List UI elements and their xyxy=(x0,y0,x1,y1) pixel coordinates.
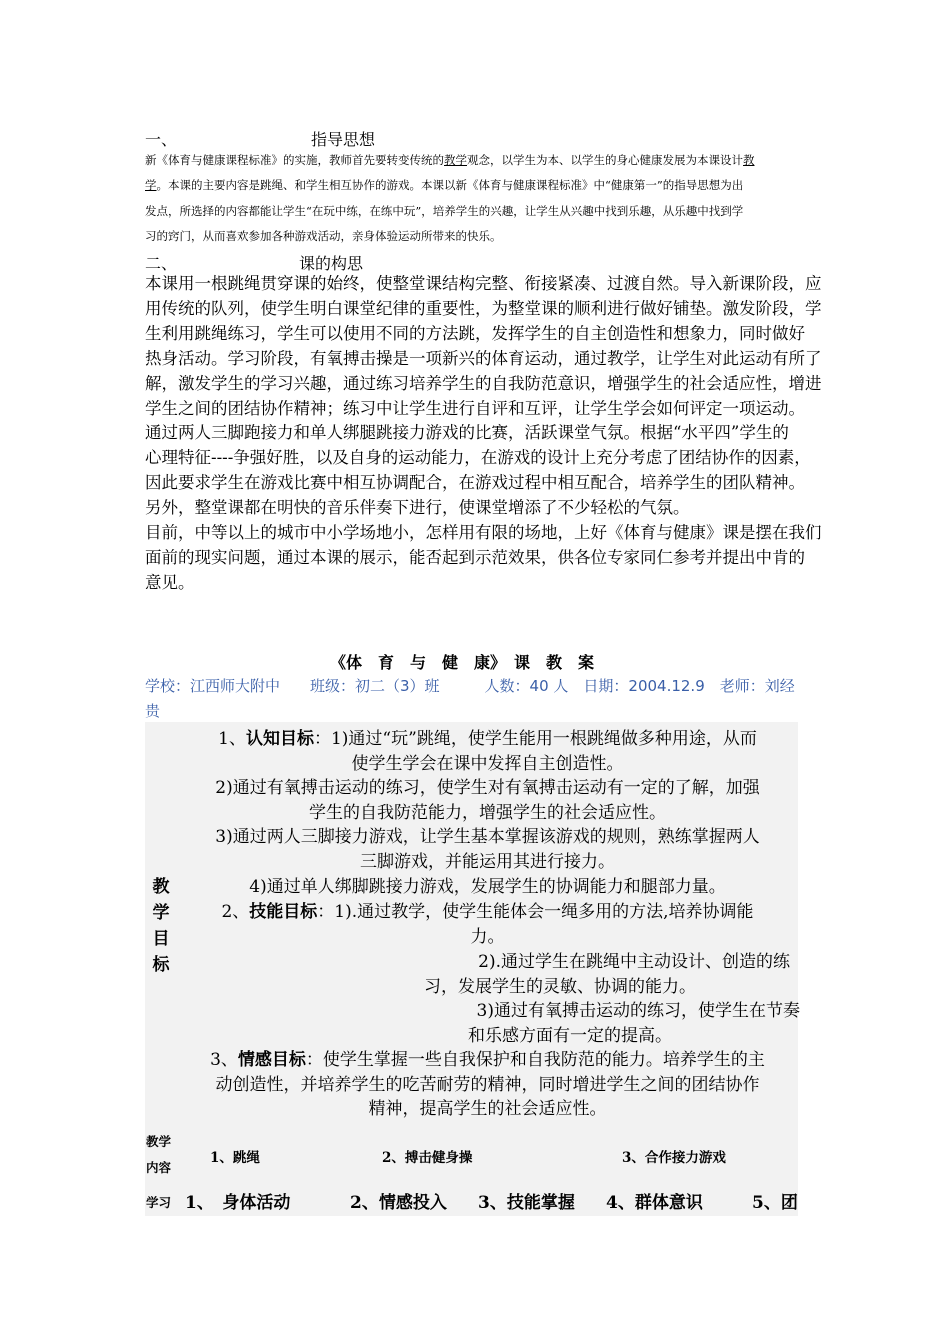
paragraph-line: 发点，所选择的内容都能让学生“在玩中练，在练中玩”，培养学生的兴趣，让学生从兴趣中找到乐趣，从乐趣中找到学 xyxy=(145,203,744,218)
lesson-title: 《体 育 与 健 康》 课 教 案 xyxy=(330,653,595,672)
content-label-line2: 内容 xyxy=(146,1160,172,1175)
section2-number: 二、 xyxy=(145,254,178,273)
paragraph-line: 目前，中等以上的城市中小学场地小，怎样用有限的场地，上好《体育与健康》课是摆在我们 xyxy=(145,523,822,543)
skill-objective-1: 2、技能目标：1).通过教学，使学生能体会一绳多用的方法,培养协调能 力。 xyxy=(221,902,754,947)
paragraph-line: 心理特征----争强好胜，以及自身的运动能力，在游戏的设计上充分考虑了团结协作的因素， xyxy=(145,448,811,468)
paragraph-line: 学生之间的团结协作精神；练习中让学生进行自评和互评，让学生学会如何评定一项运动。 xyxy=(145,398,805,418)
section2-paragraph xyxy=(145,272,822,596)
lesson-info-line1: 学校：江西师大附中 班级：初二（3）班 人数：40 人 日期：2004.12.9 老师：刘经 xyxy=(145,677,795,695)
paragraph-line: 生利用跳绳练习，学生可以使用不同的方法跳，发挥学生的自主创造性和想象力，同时做好 xyxy=(145,323,805,343)
lesson-info-line2: 贵 xyxy=(145,702,161,720)
paragraph-line: 另外，整堂课都在明快的音乐伴奏下进行，使课堂增添了不少轻松的气氛。 xyxy=(145,498,690,518)
paragraph-line: 热身活动。学习阶段，有氧搏击操是一项新兴的体育运动，通过教学，让学生对此运动有所了 xyxy=(145,348,822,368)
study-label: 学习 xyxy=(146,1195,172,1210)
cognitive-objective-1: 1、认知目标：1)通过“玩”跳绳，使学生能用一根跳绳做多种用途，从而 使学生学会在课中发挥自主创造性。 xyxy=(218,729,757,774)
study-item-1: 1、 身体活动 xyxy=(185,1193,291,1213)
section1-paragraph xyxy=(145,148,815,249)
content-label-line1: 教学 xyxy=(146,1134,172,1149)
study-item-4: 4、群体意识 xyxy=(606,1193,703,1213)
skill-objective-2: 2).通过学生在跳绳中主动设计、创造的练 习，发展学生的灵敏、协调的能力。 xyxy=(424,952,790,997)
paragraph-line: 学。本课的主要内容是跳绳、和学生相互协作的游戏。本课以新《体育与健康课程标准》中“健康第一”的指导思想为出 xyxy=(145,178,744,193)
objectives-label: 教 学 目 标 xyxy=(152,877,170,975)
paragraph-line: 通过两人三脚跑接力和单人绑腿跳接力游戏的比赛，活跃课堂气氛。根据“水平四”学生的 xyxy=(145,423,789,443)
content-item-jump-rope: 1、跳绳 xyxy=(210,1150,260,1166)
content-item-boxing-aerobics: 2、搏击健身操 xyxy=(382,1150,473,1166)
paragraph-line: 用传统的队列，使学生明白课堂纪律的重要性，为整堂课的顺利进行做好铺垫。激发阶段，学 xyxy=(145,298,822,318)
paragraph-line: 面前的现实问题，通过本课的展示，能否起到示范效果，供各位专家同仁参考并提出中肯的 xyxy=(145,547,805,567)
skill-objective-heading: 技能目标 xyxy=(249,902,318,922)
study-item-3: 3、技能掌握 xyxy=(478,1193,575,1213)
study-item-2: 2、情感投入 xyxy=(350,1193,447,1213)
cognitive-objective-2: 2)通过有氧搏击运动的练习，使学生对有氧搏击运动有一定的了解，加强 学生的自我防范能力，增强学生的社会适应性。 xyxy=(215,778,760,823)
underlined-word: 学 xyxy=(145,178,157,193)
cognitive-objective-heading: 认知目标 xyxy=(245,729,314,749)
section1-number: 一、 xyxy=(145,130,178,149)
paragraph-line: 解，激发学生的学习兴趣，通过练习培养学生的自我防范意识，增强学生的社会适应性，增进 xyxy=(145,373,822,393)
cognitive-objective-4: 4)通过单人绑脚跳接力游戏，发展学生的协调能力和腿部力量。 xyxy=(249,877,726,897)
paragraph-line: 意见。 xyxy=(145,572,195,592)
section2-heading: 课的构思 xyxy=(299,254,364,273)
paragraph-line: 习的窍门，从而喜欢参加各种游戏活动，亲身体验运动所带来的快乐。 xyxy=(145,228,502,243)
study-item-5: 5、团 xyxy=(752,1193,798,1213)
underlined-word: 教 xyxy=(743,153,755,167)
emotional-objective: 3、情感目标：使学生掌握一些自我保护和自我防范的能力。培养学生的主 动创造性，并培养学生的吃苦耐劳的精神，同时增进学生之间的团结协作 精神，提高学生的社会适应性。 xyxy=(210,1050,765,1120)
emotional-objective-heading: 情感目标 xyxy=(237,1050,306,1070)
paragraph-line: 新《体育与健康课程标准》的实施，教师首先要转变传统的教学观念，以学生为本、以学生的身心健康发展为本课设计教 xyxy=(145,153,755,167)
cognitive-objective-3: 3)通过两人三脚接力游戏，让学生基本掌握该游戏的规则，熟练掌握两人 三脚游戏，并能运用其进行接力。 xyxy=(215,827,760,872)
section1-heading: 指导思想 xyxy=(311,130,376,149)
underlined-word: 教学 xyxy=(444,153,467,167)
content-item-relay-games: 3、合作接力游戏 xyxy=(622,1150,726,1166)
paragraph-line: 因此要求学生在游戏比赛中相互协调配合，在游戏过程中相互配合，培养学生的团队精神。 xyxy=(145,473,805,493)
skill-objective-3: 3)通过有氧搏击运动的练习，使学生在节奏 和乐感方面有一定的提高。 xyxy=(468,1001,800,1046)
paragraph-line: 本课用一根跳绳贯穿课的始终，使整堂课结构完整、衔接紧凑、过渡自然。导入新课阶段，应 xyxy=(145,274,822,293)
